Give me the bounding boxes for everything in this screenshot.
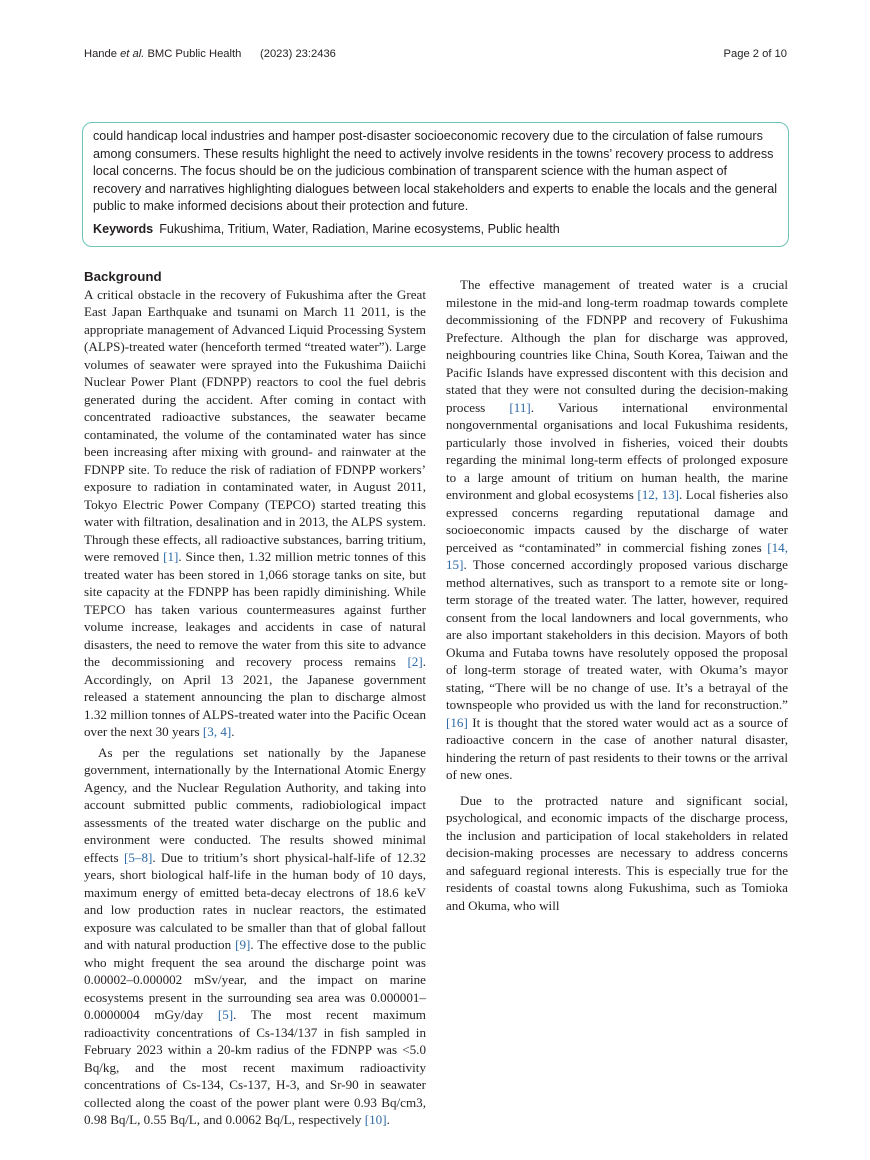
text-run: .	[231, 724, 235, 739]
text-run: A critical obstacle in the recovery of Fukushima after the Great East Japan Earthquake and tsunami on March 11 2011, is the appropriate management of Advanced Liquid Processing System (ALPS)-treated water (henceforth termed “treated water”). Large volumes of seawater were sprayed into the Fukushima Daiichi Nuclear Power Plant (FDNPP) reactors to cool the fuel debris generated during the accident. After coming in contact with concentrated radioactive substances, the seawater became contaminated, the volume of the contaminated water has since been increasing after mixing with ground- and rainwater at the FDNPP site. To reduce the risk of radiation of FDNPP workers’ exposure to radiation in contaminated water, in August 2011, Tokyo Electric Power Company (TEPCO) started treating this water with filtration, desalination and in 2013, the ALPS system. Through these effects, all radioactive substances, barring tritium, were removed	[84, 286, 426, 564]
text-run: . Those concerned accordingly proposed various discharge method alternatives, such as transport to a remote site or long-term storage of the treated water. The latter, however, required consent from the local landowners and local governments, who are also important stakeholders in this decision. Mayors of both Okuma and Futaba towns have resolutely opposed the proposal of long-term storage of treated water, with Okuma’s mayor stating, “There will be no change of use. It’s a betrayal of the townspeople who provided us with the land for reconstruction.”	[446, 557, 788, 712]
paragraph-4	[446, 792, 788, 915]
journal-citation	[84, 48, 241, 60]
text-run: Due to the protracted nature and significant social, psychological, and economic impacts of the discharge process, the inclusion and participation of local stakeholders in related decision-making processes are necessary to address concerns and safeguard regional interests. This is especially true for the residents of coastal towns along Fukushima, such as Tomioka and Okuma, who will	[446, 792, 788, 913]
text-run: . Various international environmental nongovernmental organisations and local Fukushima residents, particularly those involved in fisheries, voiced their doubts regarding the minimal long-term effects of prolonged exposure to a large amount of tritium on human health, the marine environment and global ecosystems	[446, 399, 788, 502]
text-run: As per the regulations set nationally by the Japanese government, internationally by the International Atomic Energy Agency, and the Nuclear Regulation Authority, and taking into account submitted public comments, radiobiological impact assessments of the treated water discharge on the public and environment were conducted. The results showed minimal effects	[84, 744, 426, 865]
keywords-label: Keywords	[93, 221, 154, 236]
citation-link[interactable]: [3, 4]	[202, 724, 232, 739]
text-run: It is thought that the stored water would act as a source of radioactive concern in the case of another natural disaster, hindering the return of past residents to their towns or the arrival of new ones.	[446, 714, 788, 782]
text-run: . Accordingly, on April 13 2021, the Japanese government released a statement announcing the plan to discharge almost 1.32 million tonnes of ALPS-treated water into the Pacific Ocean over the next 30 years	[84, 654, 426, 739]
abstract-box	[82, 122, 789, 247]
text-run: . Local fisheries also expressed concerns regarding reputational damage and socioeconomic impacts caused by the discharge of water perceived as “contaminated” in commercial fishing zones	[446, 487, 788, 555]
paragraph-3	[446, 276, 788, 784]
abstract-text: could handicap local industries and hamper post-disaster socioeconomic recovery due to the circulation of false rumours among consumers. These results highlight the need to actively involve residents in the towns’ recovery process to address local concerns. The focus should be on the judicious combination of transparent science with the human aspect of recovery and narratives highlighting dialogues between local stakeholders and experts to enable the locals and the general public to make informed decisions about their protection and future.	[93, 129, 778, 214]
keywords-line	[93, 221, 778, 239]
journal-name: BMC Public Health	[144, 48, 242, 60]
keywords-list: Fukushima, Tritium, Water, Radiation, Marine ecosystems, Public health	[159, 221, 560, 236]
citation-link[interactable]: [11]	[509, 399, 531, 415]
citation-link[interactable]: [14, 15]	[446, 539, 788, 572]
citation-link[interactable]: [5]	[217, 1007, 234, 1022]
citation-link[interactable]: [2]	[407, 654, 423, 669]
left-column	[84, 268, 426, 1129]
text-run: .	[386, 1112, 390, 1127]
citation-link[interactable]: [1]	[163, 549, 179, 564]
text-run: . Due to tritium’s short physical-half-life of 12.32 years, short biological half-life in the human body of 10 days, maximum energy of emitted beta-decay electrons of 18.6 keV and low production rates in nuclear reactors, the estimated exposure was calculated to be smaller than that of global fallout and with natural production	[84, 849, 426, 952]
right-column	[446, 268, 788, 914]
et-al: et al.	[120, 48, 145, 60]
citation-link[interactable]: [9]	[235, 937, 251, 952]
running-header	[84, 48, 787, 64]
paragraph-2	[84, 744, 426, 1129]
text-run: The effective management of treated water is a crucial milestone in the mid-and long-term roadmap towards complete decommissioning of the FDNPP and recovery of Fukushima Prefecture. Although the plan for discharge was approved, neighbouring countries like China, South Korea, Taiwan and the Pacific Islands have expressed discontent with this decision and stated that they were not consulted during the decision-making process	[446, 277, 788, 415]
citation-link[interactable]: [10]	[364, 1112, 387, 1127]
paragraph-1	[84, 286, 426, 741]
citation-link[interactable]: [5–8]	[123, 849, 153, 865]
citation-year: (2023) 23:2436	[260, 48, 336, 60]
text-run: . The most recent maximum radioactivity concentrations of Cs-134/137 in fish sampled in February 2023 within a 20-km radius of the FDNPP was <5.0 Bq/kg, and the most recent maximum radioactivity concentrations of Cs-134, Cs-137, H-3, and Sr-90 in seawater collected along the coast of the power plant were 0.93 Bq/cm3, 0.98 Bq/L, 0.55 Bq/L, and 0.0062 Bq/L, respectively	[84, 1007, 426, 1127]
text-run: . The effective dose to the public who might frequent the sea around the discharge point was 0.00002–0.000002 mSv/year, and the impact on marine ecosystems present in the surrounding sea area was 0.000001–0.0000004 mGy/day	[84, 937, 426, 1022]
citation-link[interactable]: [12, 13]	[637, 487, 680, 502]
text-run: . Since then, 1.32 million metric tonnes of this treated water has been stored in 1,066 storage tanks on site, but site capacity at the FDNPP has been rapidly diminishing. While TEPCO has taken various countermeasures against further volume increase, leakages and accidents in case of natural disasters, the need to remove the water from this site to advance the decommissioning and recovery process remains	[84, 549, 427, 669]
section-heading: Background	[84, 269, 162, 284]
author-name: Hande	[84, 48, 121, 60]
page-number: Page 2 of 10	[723, 48, 787, 60]
citation-link[interactable]: [16]	[446, 714, 468, 730]
